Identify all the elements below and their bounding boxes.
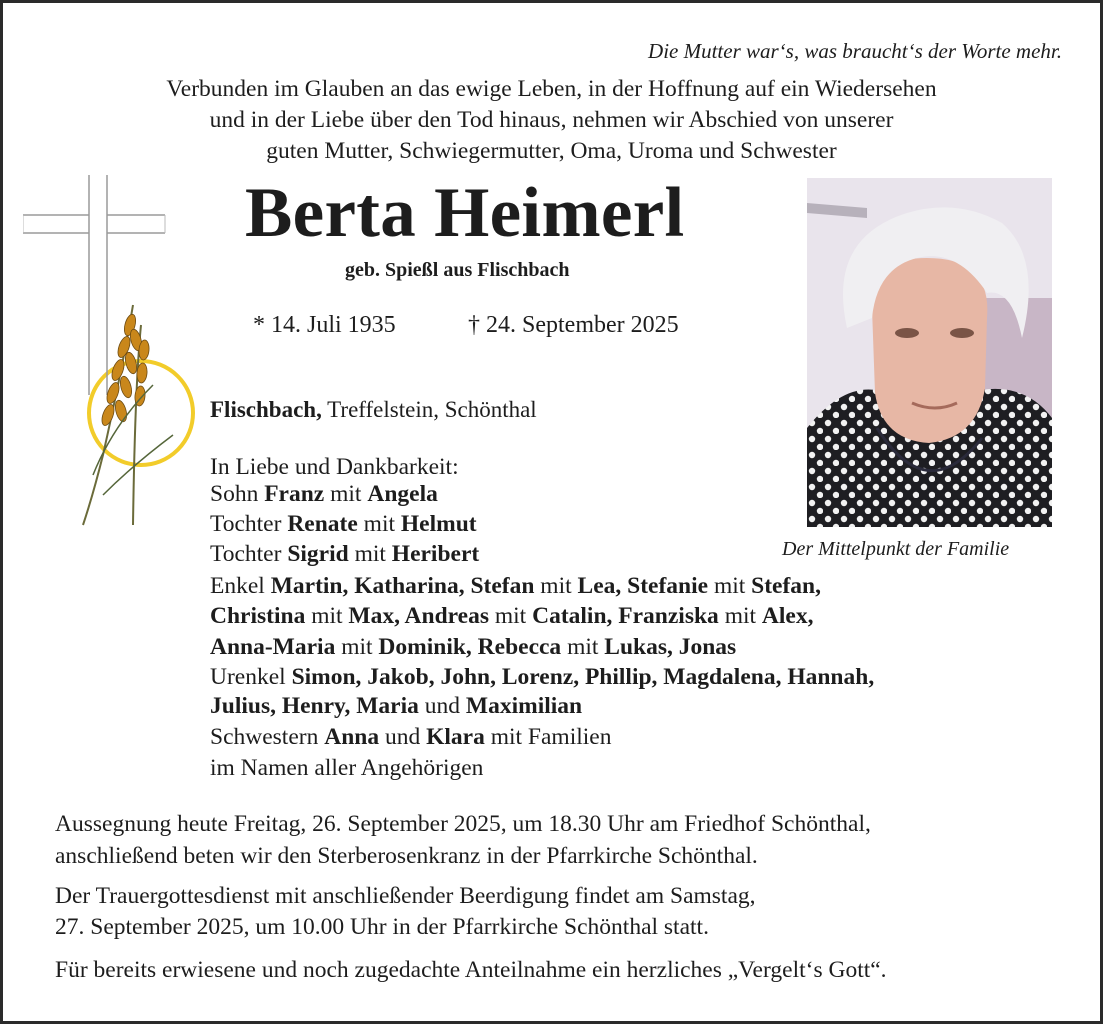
mourner-text: mit	[335, 634, 379, 660]
birth-date: * 14. Juli 1935	[253, 312, 396, 338]
birth-name: geb. Spießl aus Flischbach	[345, 259, 570, 281]
mourner-name: Julius, Henry, Maria	[210, 693, 419, 719]
footer-line-4: 27. September 2025, um 10.00 Uhr in der Pfarrkirche Schönthal statt.	[55, 914, 709, 940]
footer-line-5: Für bereits erwiesene und noch zugedachte Anteilnahme ein herzliches „Vergelt‘s Gott“.	[55, 957, 887, 983]
footer-line-3: Der Trauergottesdienst mit anschließender Beerdigung findet am Samstag,	[55, 883, 756, 909]
death-date: † 24. September 2025	[468, 312, 679, 338]
mourner-name: Angela	[367, 481, 438, 507]
mourners-intro: In Liebe und Dankbarkeit:	[210, 454, 459, 480]
mourner-line	[210, 481, 438, 508]
mourner-line	[210, 634, 736, 661]
mourner-text: und	[379, 724, 427, 750]
mourner-name: Martin, Katharina, Stefan	[270, 573, 535, 599]
intro-line-3: guten Mutter, Schwiegermutter, Oma, Uroma und Schwester	[266, 138, 837, 164]
mourner-text: mit Familien	[484, 724, 612, 750]
mourner-text: mit	[534, 573, 578, 599]
mourner-line	[210, 573, 821, 600]
mourner-name: Heribert	[391, 541, 480, 567]
mourner-text: mit	[561, 634, 605, 660]
mourner-name: Lukas, Jonas	[604, 634, 737, 660]
mourner-name: Dominik, Rebecca	[378, 634, 562, 660]
mourner-text: mit	[348, 541, 392, 567]
mourner-name: Renate	[287, 511, 358, 537]
mourner-line	[210, 541, 479, 568]
mourner-text: Urenkel	[210, 664, 292, 690]
mourner-name: Catalin, Franziska	[532, 603, 719, 629]
mourner-text: im Namen aller Angehörigen	[210, 755, 484, 781]
mourner-text: mit	[489, 603, 533, 629]
mourner-text: mit	[718, 603, 762, 629]
mourner-name: Alex,	[761, 603, 814, 629]
mourner-line	[210, 755, 483, 782]
photo-caption: Der Mittelpunkt der Familie	[782, 538, 1010, 560]
mourner-line	[210, 693, 582, 720]
mourner-name: Stefan,	[751, 573, 822, 599]
mourner-name: Maximilian	[465, 693, 583, 719]
mourner-name: Anna-Maria	[210, 634, 336, 660]
mourner-line	[210, 603, 813, 630]
deceased-name: Berta Heimerl	[245, 174, 685, 252]
footer-line-1: Aussegnung heute Freitag, 26. September 2025, um 18.30 Uhr am Friedhof Schönthal,	[55, 811, 871, 837]
mourner-text: Enkel	[210, 573, 271, 599]
mourner-text: und	[418, 693, 466, 719]
places	[210, 397, 537, 423]
mourner-text: mit	[305, 603, 349, 629]
mourner-text: mit	[708, 573, 752, 599]
mourner-name: Simon, Jakob, John, Lorenz, Phillip, Magdalena, Hannah,	[291, 664, 875, 690]
mourner-name: Helmut	[400, 511, 477, 537]
mourner-text: Tochter	[210, 511, 288, 537]
mourner-name: Franz	[264, 481, 325, 507]
mourner-name: Lea, Stefanie	[577, 573, 709, 599]
intro-line-2: und in der Liebe über den Tod hinaus, nehmen wir Abschied von unserer	[209, 107, 894, 133]
mourner-text: mit	[357, 511, 401, 537]
cross-wheat-icon	[23, 175, 208, 545]
places-rest: Treffelstein, Schönthal	[321, 397, 537, 422]
footer-line-2: anschließend beten wir den Sterberosenkranz in der Pfarrkirche Schönthal.	[55, 843, 758, 869]
mourner-text: mit	[324, 481, 368, 507]
intro-line-1: Verbunden im Glauben an das ewige Leben, in der Hoffnung auf ein Wiedersehen	[166, 76, 937, 102]
mourner-name: Sigrid	[287, 541, 349, 567]
portrait-photo	[807, 178, 1052, 527]
mourner-line	[210, 724, 611, 751]
mourner-name: Max, Andreas	[348, 603, 489, 629]
places-main: Flischbach,	[210, 397, 322, 422]
mourner-line	[210, 664, 874, 691]
mourner-text: Tochter	[210, 541, 288, 567]
mourner-name: Klara	[426, 724, 485, 750]
mourner-line	[210, 511, 477, 538]
mourner-text: Sohn	[210, 481, 265, 507]
mourner-name: Anna	[324, 724, 380, 750]
mourner-text: Schwestern	[210, 724, 325, 750]
motto: Die Mutter war‘s, was braucht‘s der Worte mehr.	[648, 39, 1062, 63]
mourner-name: Christina	[210, 603, 306, 629]
